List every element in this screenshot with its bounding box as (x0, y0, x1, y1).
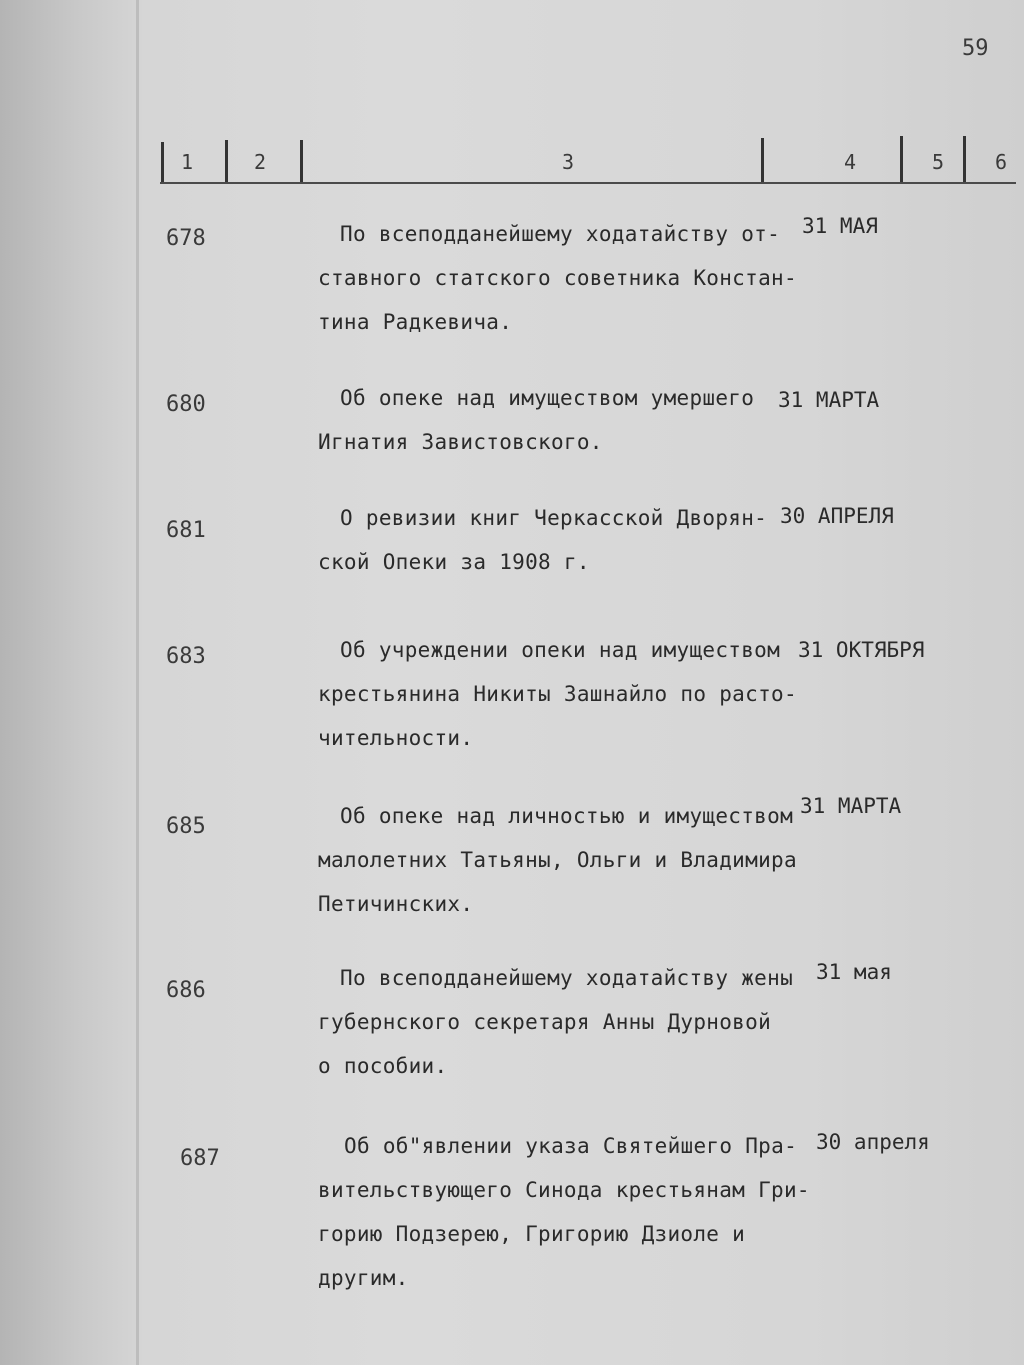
description-line: Игнатия Завистовского. (318, 430, 603, 454)
record-description (318, 1124, 810, 1300)
record-number: 680 (166, 392, 206, 417)
description-line: Об об"явлении указа Святейшего Пра- (344, 1134, 798, 1158)
description-line: вительствующего Синода крестьянам Гри- (318, 1178, 810, 1202)
column-number: 4 (844, 150, 857, 174)
record-number: 678 (166, 226, 206, 251)
column-divider (761, 138, 764, 182)
description-line: крестьянина Никиты Зашнайло по расто- (318, 682, 797, 706)
record-description (318, 956, 798, 1088)
description-line: ской Опеки за 1908 г. (318, 550, 590, 574)
column-number: 2 (254, 150, 267, 174)
column-number: 6 (995, 150, 1008, 174)
page-number: 59 (962, 36, 989, 61)
column-number: 1 (181, 150, 194, 174)
record-number: 681 (166, 518, 206, 543)
record-date: 31 МАЯ (802, 214, 878, 238)
record-date: 31 ОКТЯБРЯ (798, 638, 925, 662)
description-line: другим. (318, 1266, 409, 1290)
column-divider (225, 140, 228, 182)
record-description (318, 794, 798, 926)
description-line: По всеподданейшему ходатайству от- (340, 222, 781, 246)
description-line: Об опеке над имуществом умершего (340, 386, 755, 410)
description-line: чительности. (318, 726, 474, 750)
description-line: о пособии. (318, 1054, 448, 1078)
description-line: горию Подзерею, Григорию Дзиоле и (318, 1222, 746, 1246)
header-rule (160, 182, 1016, 184)
description-line: По всеподданейшему ходатайству жены (340, 966, 794, 990)
record-description (318, 496, 798, 584)
description-line: Об опеке над личностью и имуществом (340, 804, 794, 828)
record-number: 683 (166, 644, 206, 669)
record-number: 685 (166, 814, 206, 839)
description-line: губернского секретаря Анны Дурновой (318, 1010, 772, 1034)
record-description (318, 376, 798, 464)
description-line: ставного статского советника Констан- (318, 266, 797, 290)
column-number: 3 (562, 150, 575, 174)
column-divider (900, 136, 903, 182)
description-line: тина Радкевича. (318, 310, 513, 334)
description-line: Петичинских. (318, 892, 474, 916)
record-date: 31 мая (816, 960, 892, 984)
description-line: О ревизии книг Черкасской Дворян- (340, 506, 768, 530)
record-date: 30 апреля (816, 1130, 930, 1154)
description-line: малолетних Татьяны, Ольги и Владимира (318, 848, 797, 872)
column-divider (161, 142, 164, 182)
page-fold-shadow (136, 0, 139, 1365)
description-line: Об учреждении опеки над имуществом (340, 638, 781, 662)
column-divider (300, 140, 303, 182)
record-number: 686 (166, 978, 206, 1003)
record-date: 31 МАРТА (800, 794, 902, 818)
column-divider (963, 136, 966, 182)
record-description (318, 628, 798, 760)
record-number: 687 (180, 1146, 220, 1171)
record-date: 30 АПРЕЛЯ (780, 504, 894, 528)
record-description (318, 212, 798, 344)
record-date: 31 МАРТА (778, 388, 880, 412)
column-number: 5 (932, 150, 945, 174)
